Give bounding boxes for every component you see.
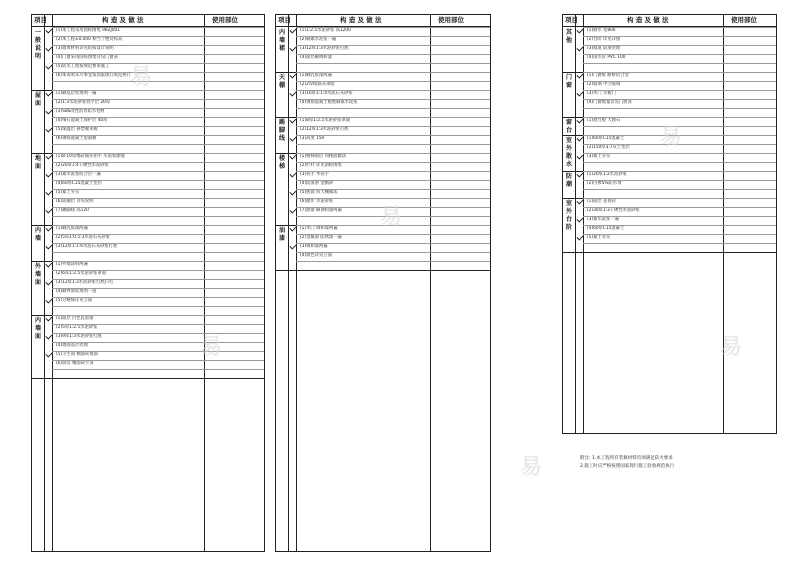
method-row-text: (4)防滑条 金刚砂 [300, 181, 334, 186]
method-row-text: (1)20厚1:2水泥砂浆 [587, 172, 627, 177]
method-row-text: (1)刷基层处理剂一遍 [56, 91, 97, 96]
method-row-text: (1)60厚C15混凝土 [587, 136, 625, 141]
method-row-text: (4)细石混凝土保护层 40厚 [56, 118, 108, 123]
header-location: 使用部位 [731, 16, 757, 24]
section-label: 窗台 [565, 119, 572, 134]
method-row-text: (3)木门 夹板门 [587, 91, 616, 96]
method-row-text: (1)8-10厚地砖铺实拍平 水泥浆擦缝 [56, 154, 125, 159]
method-row-text: (4)颜色详见立面 [300, 253, 332, 258]
method-row-text: (1)面层 白色乳胶漆 [56, 316, 94, 321]
method-row-text: (2)5厚1:2.5水泥砂浆 [56, 325, 98, 330]
watermark-text: 易 [380, 205, 403, 230]
note-line-2: 2.施工时应严格按照国家现行施工验收规范执行 [580, 464, 675, 469]
method-row-text: (3)9厚1:3水泥砂浆打底 [56, 334, 102, 339]
method-row-text: (4)门窗采用国标图集详见门窗表 [56, 55, 118, 60]
method-row-text: (7)踢脚线 高120 [56, 208, 89, 213]
method-table-2 [275, 14, 491, 552]
method-row-text: (1)8厚1:2.5水泥砂浆罩面 [300, 118, 350, 123]
method-row-text: (3)坡道 防滑处理 [587, 46, 621, 51]
section-label: 室外散水 [565, 137, 572, 168]
method-row-text: (2)2厚纸筋灰罩面 [300, 82, 335, 87]
header-construction: 构 造 及 做 法 [340, 16, 382, 24]
section-label: 内墙面 [34, 317, 41, 340]
section-label: 踢脚线 [278, 119, 285, 142]
watermark-text: 易 [720, 335, 743, 360]
section-label: 地面 [34, 155, 41, 170]
section-label: 门窗 [565, 74, 572, 89]
section-label: 室外台阶 [565, 200, 572, 231]
method-row-text: (4)面层刷调和漆 [300, 55, 332, 60]
method-row-text: (5)底面 同天棚做法 [300, 190, 338, 195]
watermark-text: 易 [200, 335, 223, 360]
section-label: 内墙裙 [278, 29, 285, 52]
section-label: 防潮 [565, 173, 572, 188]
method-row-text: (3)SBS改性沥青防水卷材 [56, 109, 105, 114]
method-row-text: (2)6厚1:2.5水泥砂浆罩面 [56, 271, 106, 276]
method-row-text: (3)扶手 木扶手 [300, 172, 329, 177]
method-row-text: (4)墙面基层处理 [56, 343, 88, 348]
method-row-text: (2)5厚1:0.5:3水泥石灰砂浆 [56, 235, 111, 240]
method-row-text: (2)玻璃 中空玻璃 [587, 82, 621, 87]
header-location: 使用部位 [438, 16, 464, 24]
method-row-text: (2)1:3水泥砂浆找平层 20厚 [56, 100, 111, 105]
method-row-text: (3)素土夯实 [587, 154, 611, 159]
watermark-text: 易 [130, 65, 153, 90]
method-row-text: (1)本工程采用国标图集 98ZJ001 [56, 28, 121, 33]
method-row-text: (2)30厚1:3干硬性水泥砂浆 [587, 208, 640, 213]
method-row-text: (7)油漆 刷调和漆两遍 [300, 208, 342, 213]
method-row-text: (3)12厚1:1:6水泥石灰砂浆打底 [56, 244, 118, 249]
method-row-text: (3)12厚1:3水泥砂浆打底扫毛 [56, 280, 114, 285]
method-table-1 [31, 14, 265, 552]
method-row-text: (6)防潮层 详见说明 [56, 199, 94, 204]
method-row-text: (1)1:2.5水泥砂浆 高1200 [300, 28, 351, 33]
method-row-text: (6)钢筋混凝土屋面板 [56, 136, 97, 141]
method-row-text: (3)墙体材料详见结构设计说明 [56, 46, 114, 51]
method-row-text: (2)20厚1:4干硬性水泥砂浆 [56, 163, 109, 168]
method-row-text: (1)窗台板 大理石 [587, 118, 621, 123]
watermark-text: 易 [520, 455, 543, 480]
method-row-text: (3)10厚1:1:4水泥石灰砂浆 [300, 91, 353, 96]
method-row-text: (4)门窗数量详见门窗表 [587, 100, 632, 105]
method-row-text: (2)金属面 防锈漆一遍 [300, 235, 342, 240]
method-row-text: (2)本工程±0.000 相当于绝对标高 [56, 37, 123, 42]
section-label: 其他 [565, 29, 572, 44]
method-row-text: (2)12厚1:3水泥砂浆打底 [300, 127, 349, 132]
method-row-text: (4)刷界面处理剂一道 [56, 289, 97, 294]
method-row-text: (6)厨房 釉面砖至顶 [56, 361, 94, 366]
method-row-text: (3)调和漆两遍 [300, 244, 328, 249]
method-row-text: (3)素水泥浆结合层一遍 [56, 172, 101, 177]
method-row-text: (1)面层 花岗岩 [587, 199, 616, 204]
header-project: 项目 [278, 16, 291, 24]
method-row-text: (5)防水工程按规范要求施工 [56, 64, 110, 69]
note-line-1: 附注: 1.本工程所有装修材料均须满足防火要求 [580, 456, 673, 461]
header-project: 项目 [565, 16, 578, 24]
method-row-text: (5)素土夯实 [56, 190, 80, 195]
method-row-text: (2)台阶 详见详图 [587, 37, 621, 42]
header-project: 项目 [34, 16, 47, 24]
section-label: 内墙 [34, 227, 41, 242]
method-row-text: (1)刷乳胶漆两遍 [56, 226, 88, 231]
watermark-text: 易 [660, 125, 683, 150]
method-row-text: (2)150厚3:7灰土垫层 [587, 145, 630, 150]
section-label: 屋面 [34, 92, 41, 107]
section-label: 油漆 [278, 227, 285, 242]
method-row-text: (1)刷乳胶漆两遍 [300, 73, 332, 78]
method-row-text: (5)卫生间 釉面砖墙面 [56, 352, 98, 357]
section-label: 楼梯 [278, 155, 285, 170]
method-row-text: (1)木门 调和漆两遍 [300, 226, 338, 231]
method-row-text: (2)刷素水泥浆一遍 [300, 37, 337, 42]
section-label: 外墙面 [34, 263, 41, 286]
method-row-text: (1)外墙涂料两遍 [56, 262, 88, 267]
method-row-text: (6)踏步 水泥砂浆 [300, 199, 334, 204]
table-header [32, 15, 264, 27]
method-row-text: (2)栏杆 详见国标图集 [300, 163, 342, 168]
method-row-text: (5)分格缝详见立面 [56, 298, 93, 303]
method-row-text: (5)保温层 挤塑聚苯板 [56, 127, 98, 132]
method-row-text: (3)高度 150 [300, 136, 325, 141]
method-row-text: (4)60厚C15混凝土垫层 [56, 181, 102, 186]
method-row-text: (6)本说明未尽事宜按国家现行规范执行 [56, 73, 131, 78]
method-row-text: (1)散水 宽800 [587, 28, 616, 33]
method-row-text: (2)内掺5%防水剂 [587, 181, 622, 186]
method-row-text: (4)60厚C15混凝土 [587, 226, 625, 231]
section-label: 天棚 [278, 74, 285, 89]
method-row-text: (4)雨水管 PVC 100 [587, 55, 626, 60]
method-table-3 [562, 14, 777, 434]
header-construction: 构 造 及 做 法 [627, 16, 669, 24]
method-row-text: (3)12厚1:3水泥砂浆打底 [300, 46, 349, 51]
table-header [563, 15, 776, 27]
method-row-text: (1)楼梯面层 同楼面做法 [300, 154, 347, 159]
method-row-text: (5)素土夯实 [587, 235, 611, 240]
method-row-text: (1)门窗框 断桥铝合金 [587, 73, 629, 78]
table-header [276, 15, 490, 27]
header-construction: 构 造 及 做 法 [102, 16, 144, 24]
method-row-text: (3)素水泥浆一遍 [587, 217, 619, 222]
header-location: 使用部位 [212, 16, 238, 24]
section-label: 一般说明 [34, 29, 41, 60]
method-row-text: (4)钢筋混凝土板底刷素水泥浆 [300, 100, 358, 105]
